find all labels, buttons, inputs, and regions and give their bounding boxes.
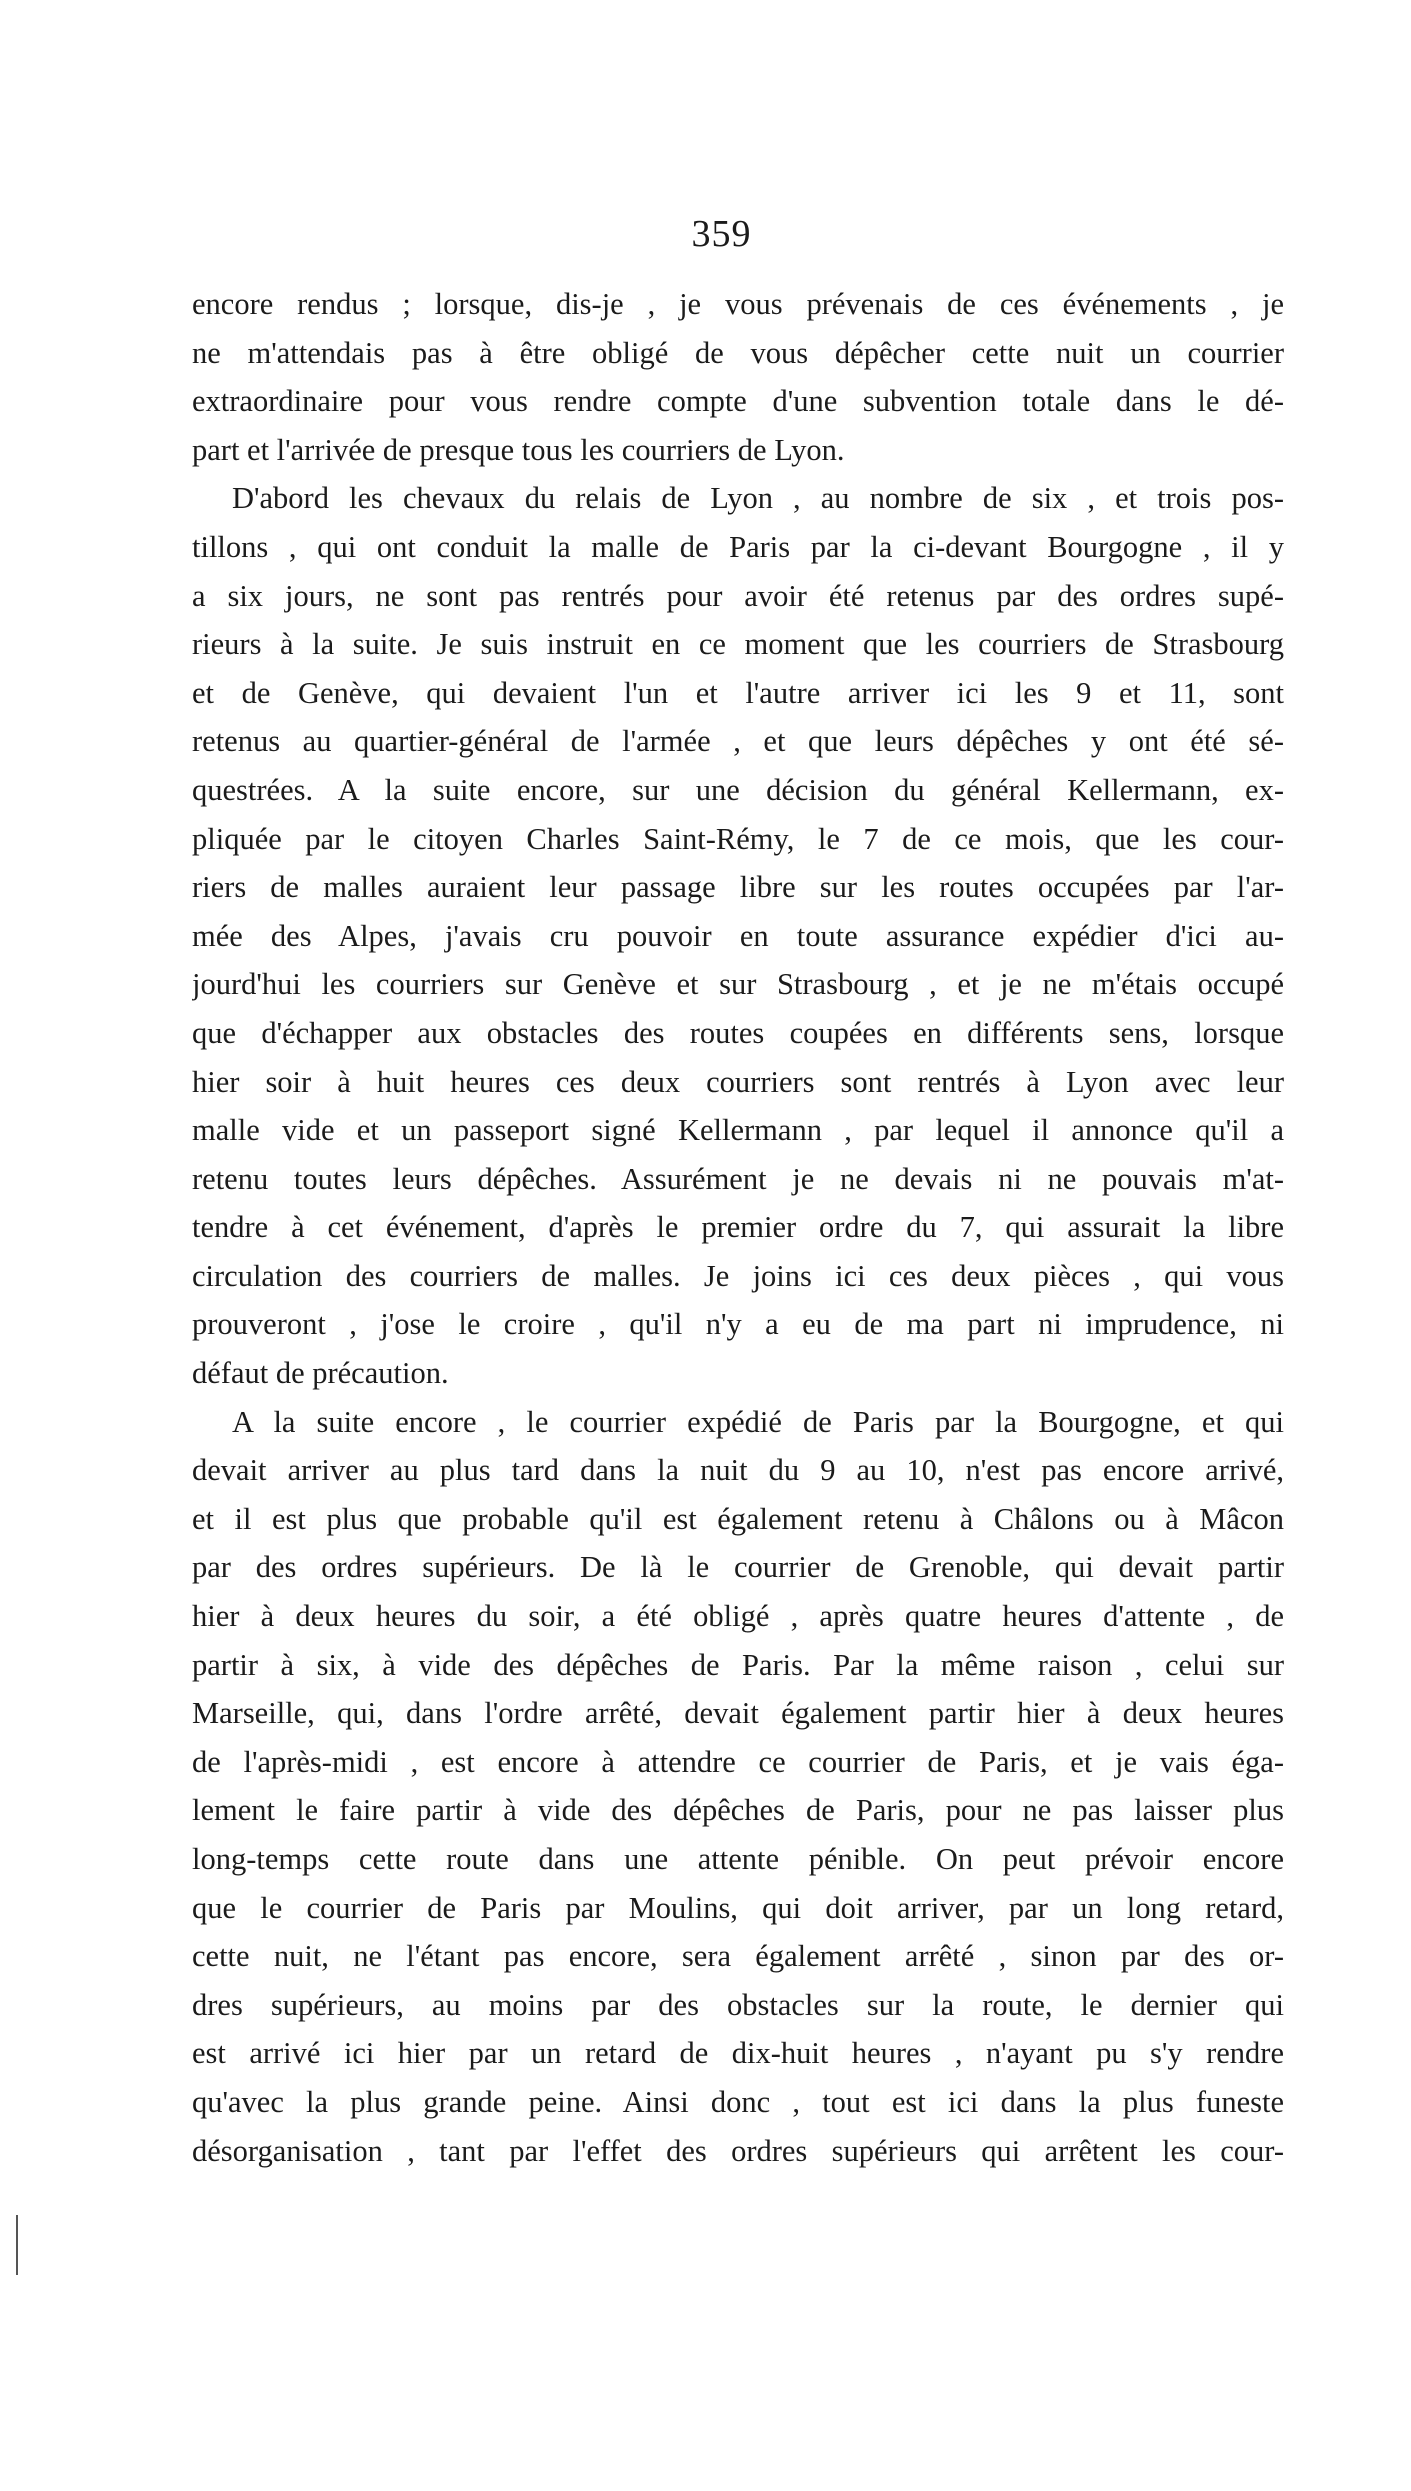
text-line: hier à deux heures du soir, a été obligé , après quatre heures d'attente , de — [192, 1599, 1284, 1634]
text-line: tendre à cet événement, d'après le premier ordre du 7, qui assurait la libre — [192, 1210, 1284, 1245]
text-line: A la suite encore , le courrier expédié de Paris par la Bourgogne, et qui — [232, 1404, 1284, 1439]
margin-mark — [16, 2215, 18, 2275]
text-line: retenus au quartier-général de l'armée , et que leurs dépêches y ont été sé- — [192, 724, 1284, 759]
text-line: extraordinaire pour vous rendre compte d'une subvention totale dans le dé- — [192, 384, 1284, 419]
text-line: circulation des courriers de malles. Je joins ici ces deux pièces , qui vous — [192, 1258, 1284, 1293]
text-line: que d'échapper aux obstacles des routes coupées en différents sens, lorsque — [192, 1015, 1284, 1050]
text-line: de l'après-midi , est encore à attendre ce courrier de Paris, et je vais éga- — [192, 1744, 1284, 1779]
text-line: pliquée par le citoyen Charles Saint-Rémy, le 7 de ce mois, que les cour- — [192, 821, 1284, 856]
text-line: lement le faire partir à vide des dépêches de Paris, pour ne pas laisser plus — [192, 1793, 1284, 1828]
text-line: retenu toutes leurs dépêches. Assurément je ne devais ni ne pouvais m'at- — [192, 1161, 1284, 1196]
text-line: part et l'arrivée de presque tous les courriers de Lyon. — [192, 432, 845, 467]
text-line: rieurs à la suite. Je suis instruit en ce moment que les courriers de Strasbourg — [192, 627, 1284, 662]
text-line: mée des Alpes, j'avais cru pouvoir en toute assurance expédier d'ici au- — [192, 918, 1284, 953]
text-line: ne m'attendais pas à être obligé de vous dépêcher cette nuit un courrier — [192, 335, 1284, 370]
text-line: dres supérieurs, au moins par des obstacles sur la route, le dernier qui — [192, 1987, 1284, 2022]
text-line: devait arriver au plus tard dans la nuit du 9 au 10, n'est pas encore arrivé, — [192, 1453, 1284, 1488]
page-number: 359 — [691, 213, 752, 255]
text-line: et de Genève, qui devaient l'un et l'autre arriver ici les 9 et 11, sont — [192, 675, 1284, 710]
text-line: par des ordres supérieurs. De là le courrier de Grenoble, qui devait partir — [192, 1550, 1284, 1585]
text-line: et il est plus que probable qu'il est également retenu à Châlons ou à Mâcon — [192, 1501, 1284, 1536]
text-line: Marseille, qui, dans l'ordre arrêté, devait également partir hier à deux heures — [192, 1696, 1284, 1731]
body-text — [192, 280, 1284, 2175]
text-line: malle vide et un passeport signé Kellermann , par lequel il annonce qu'il a — [192, 1113, 1284, 1148]
text-line: est arrivé ici hier par un retard de dix-huit heures , n'ayant pu s'y rendre — [192, 2036, 1284, 2071]
text-line: hier soir à huit heures ces deux courriers sont rentrés à Lyon avec leur — [192, 1064, 1284, 1099]
text-line: questrées. A la suite encore, sur une décision du général Kellermann, ex- — [192, 772, 1284, 807]
text-line: défaut de précaution. — [192, 1356, 449, 1391]
text-line: désorganisation , tant par l'effet des ordres supérieurs qui arrêtent les cour- — [192, 2133, 1284, 2168]
text-line: cette nuit, ne l'étant pas encore, sera également arrêté , sinon par des or- — [192, 1939, 1284, 1974]
text-line: qu'avec la plus grande peine. Ainsi donc , tout est ici dans la plus funeste — [192, 2084, 1284, 2119]
text-line: partir à six, à vide des dépêches de Paris. Par la même raison , celui sur — [192, 1647, 1284, 1682]
text-line: que le courrier de Paris par Moulins, qui doit arriver, par un long retard, — [192, 1890, 1284, 1925]
text-line: encore rendus ; lorsque, dis-je , je vous prévenais de ces événements , je — [192, 287, 1284, 321]
text-line: D'abord les chevaux du relais de Lyon , au nombre de six , et trois pos- — [232, 481, 1284, 516]
text-line: prouveront , j'ose le croire , qu'il n'y a eu de ma part ni imprudence, ni — [192, 1307, 1284, 1342]
text-line: riers de malles auraient leur passage libre sur les routes occupées par l'ar- — [192, 870, 1284, 905]
text-line: jourd'hui les courriers sur Genève et sur Strasbourg , et je ne m'étais occupé — [192, 967, 1284, 1002]
text-line: long-temps cette route dans une attente pénible. On peut prévoir encore — [192, 1842, 1284, 1876]
text-line: a six jours, ne sont pas rentrés pour avoir été retenus par des ordres supé- — [192, 578, 1284, 613]
text-line: tillons , qui ont conduit la malle de Paris par la ci-devant Bourgogne , il y — [192, 529, 1284, 564]
